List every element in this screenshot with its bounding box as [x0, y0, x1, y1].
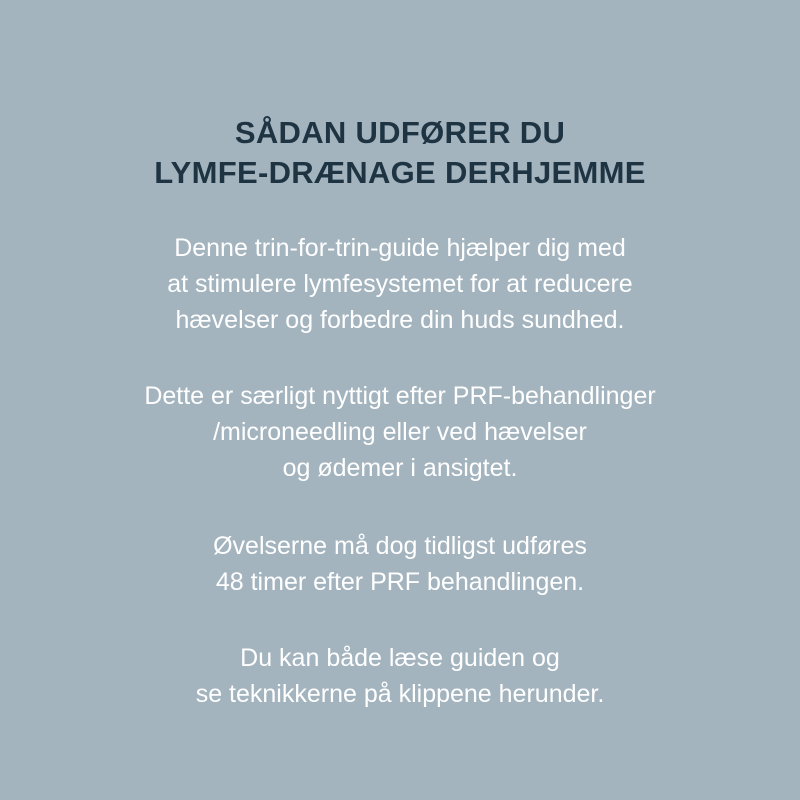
- text-line: Dette er særligt nyttigt efter PRF-behandlinger: [144, 382, 656, 410]
- intro-paragraph: [0, 230, 800, 338]
- timing-paragraph: [0, 528, 800, 600]
- title-line: SÅDAN UDFØRER DU: [234, 115, 566, 150]
- usage-paragraph: [0, 378, 800, 486]
- text-line: se teknikkerne på klippene herunder.: [195, 680, 605, 708]
- guide-paragraph: [0, 640, 800, 712]
- text-line: og ødemer i ansigtet.: [282, 454, 518, 482]
- text-line: 48 timer efter PRF behandlingen.: [215, 568, 585, 596]
- text-line: Denne trin-for-trin-guide hjælper dig med: [174, 234, 626, 262]
- text-line: /microneedling eller ved hævelser: [213, 418, 587, 446]
- text-line: at stimulere lymfesystemet for at reducere: [167, 270, 633, 298]
- text-line: Du kan både læse guiden og: [240, 644, 560, 672]
- title-line: LYMFE-DRÆNAGE DERHJEMME: [154, 155, 646, 190]
- text-line: hævelser og forbedre din huds sundhed.: [175, 306, 625, 334]
- page-title: [0, 113, 800, 193]
- text-line: Øvelserne må dog tidligst udføres: [213, 532, 587, 560]
